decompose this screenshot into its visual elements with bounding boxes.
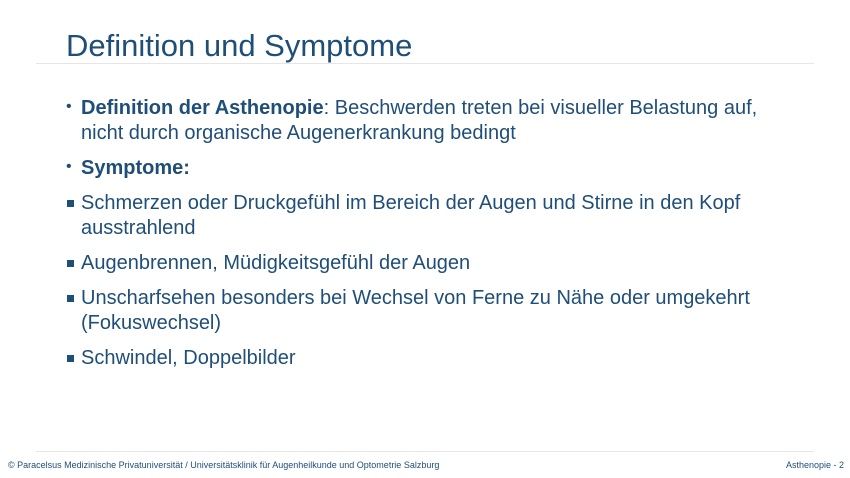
symptom-item — [66, 251, 796, 276]
square-bullet-icon — [67, 200, 74, 207]
square-bullet-icon — [67, 295, 74, 302]
symptom-text: Schmerzen oder Druckgefühl im Bereich der Augen und Stirne in den Kopf ausstrahlend — [81, 192, 741, 239]
round-bullet-icon: • — [66, 98, 72, 115]
symptom-item — [66, 191, 796, 241]
symptom-text: Schwindel, Doppelbilder — [81, 347, 296, 369]
square-bullet-icon — [67, 260, 74, 267]
definition-term: Definition der Asthenopie — [81, 97, 324, 119]
definition-text: Beschwerden treten bei visueller Belastung auf, nicht durch organische Augenerkrankung bedingt — [81, 97, 758, 144]
definition-separator: : — [323, 97, 330, 119]
slide-title: Definition und Symptome — [66, 28, 413, 63]
symptom-item — [66, 346, 796, 371]
slide-content — [66, 96, 796, 381]
round-bullet-icon: • — [66, 158, 72, 175]
title-divider — [36, 63, 814, 64]
symptom-item — [66, 286, 796, 336]
footer-copyright: © Paracelsus Medizinische Privatuniversität / Universitätsklinik für Augenheilkunde und Optometrie Salzburg — [8, 460, 440, 470]
definition-item — [66, 96, 796, 146]
footer-slide-number: Asthenopie - 2 — [785, 460, 844, 470]
symptoms-heading: Symptome: — [81, 157, 190, 179]
square-bullet-icon — [67, 355, 74, 362]
symptoms-heading-item — [66, 156, 796, 181]
symptom-text: Unscharfsehen besonders bei Wechsel von Ferne zu Nähe oder umgekehrt (Fokuswechsel) — [81, 287, 750, 334]
footer-divider — [36, 451, 814, 452]
symptom-text: Augenbrennen, Müdigkeitsgefühl der Augen — [81, 252, 471, 274]
